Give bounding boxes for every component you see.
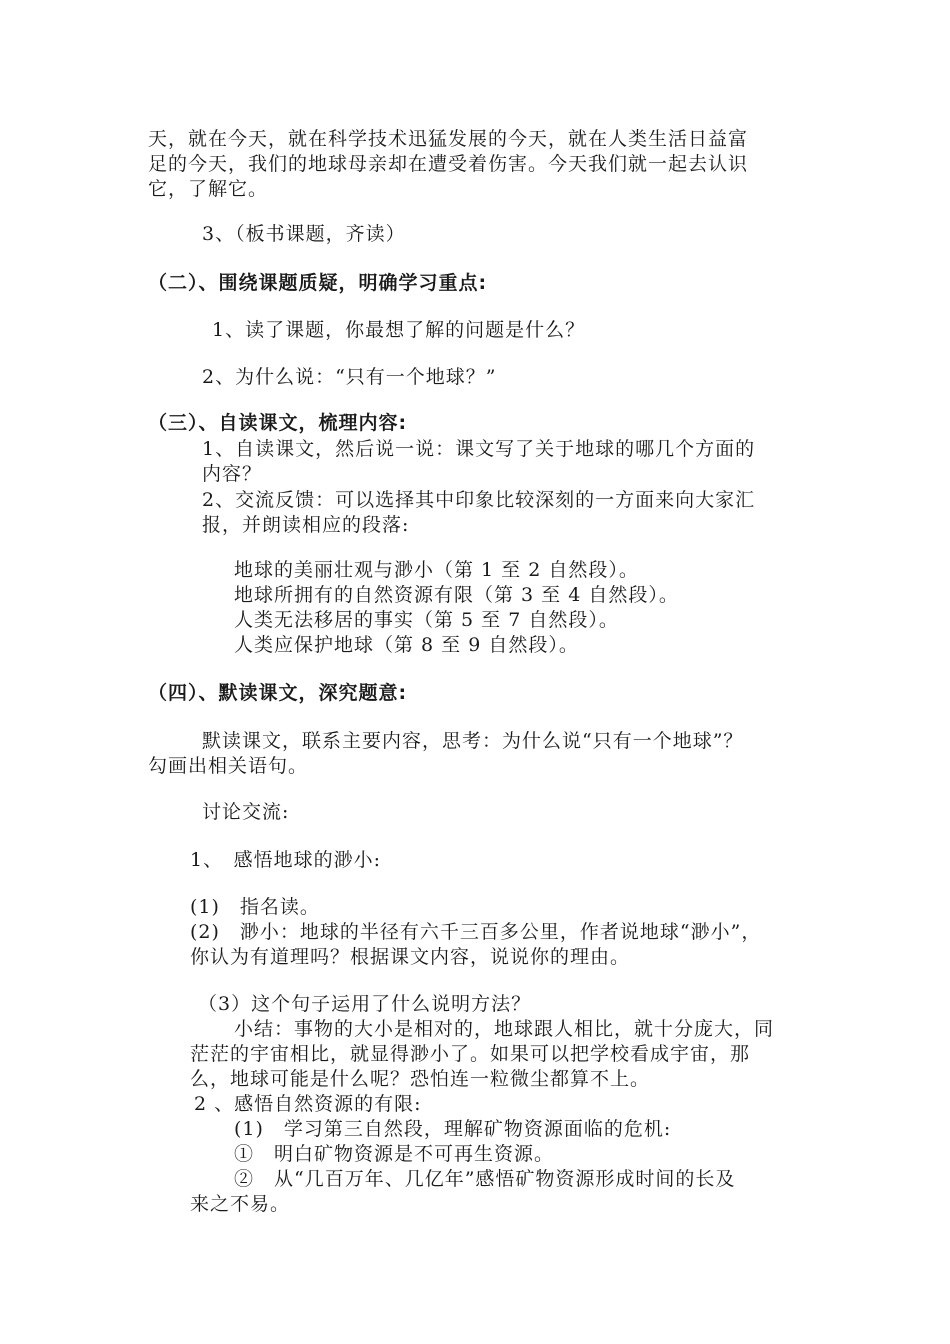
section-4-heading: （四）、默读课文，深究题意: [148,682,408,704]
section-2-question-2: 2、为什么说：“只有一个地球？” [202,366,497,388]
section-2-question-1: 1、读了课题，你最想了解的问题是什么？ [212,319,586,341]
section-3-point-2: 地球所拥有的自然资源有限（第 3 至 4 自然段）。 [234,584,679,606]
sub-item-1: (1) 指名读。 [190,896,320,918]
discussion-item-1: 1、 感悟地球的渺小: [190,849,381,871]
circle-item-1: ① 明白矿物资源是不可再生资源。 [234,1143,555,1165]
section-4-para-line-2: 勾画出相关语句。 [148,755,309,777]
section-3-para-2-line-1: 2、交流反馈：可以选择其中印象比较深刻的一方面来向大家汇 [202,489,756,511]
section-3-para-2-line-2: 报，并朗读相应的段落: [202,514,410,536]
item-2-sub-1: (1) 学习第三自然段，理解矿物资源面临的危机: [234,1118,672,1140]
summary-line-1: 小结：事物的大小是相对的，地球跟人相比，就十分庞大，同 [234,1018,775,1040]
summary-line-2: 茫茫的宇宙相比，就显得渺小了。如果可以把学校看成宇宙，那 [190,1043,751,1065]
section-3-point-4: 人类应保护地球（第 8 至 9 自然段）。 [234,634,579,656]
section-3-point-1: 地球的美丽壮观与渺小（第 1 至 2 自然段）。 [234,559,639,581]
summary-line-3: 么，地球可能是什么呢？恐怕连一粒微尘都算不上。 [190,1068,651,1090]
section-4-para-line-1: 默读课文，联系主要内容，思考：为什么说“只有一个地球”？ [202,730,744,752]
section-3-heading: （三）、自读课文，梳理内容: [148,412,408,434]
circle-item-2-line-1: ② 从“几百万年、几亿年”感悟矿物资源形成时间的长及 [234,1168,736,1190]
intro-line-2: 足的今天，我们的地球母亲却在遭受着伤害。今天我们就一起去认识 [148,153,749,175]
section-3-para-1-line-2: 内容？ [202,463,263,485]
discussion-item-2: 2 、感悟自然资源的有限: [194,1093,422,1115]
sub-item-2-line-1: (2) 渺小：地球的半径有六千三百多公里，作者说地球“渺小”， [190,921,762,943]
section-3-para-1-line-1: 1、自读课文，然后说一说：课文写了关于地球的哪几个方面的 [202,438,756,460]
sub-item-3: （3）这个句子运用了什么说明方法？ [198,993,532,1015]
intro-line-3: 它，了解它。 [148,178,269,200]
section-2-heading: （二）、围绕课题质疑，明确学习重点: [148,272,488,294]
circle-item-2-line-2: 来之不易。 [190,1193,291,1215]
discussion-label: 讨论交流: [202,801,290,823]
intro-item-3: 3、（板书课题，齐读） [202,223,406,245]
section-3-point-3: 人类无法移居的事实（第 5 至 7 自然段）。 [234,609,619,631]
sub-item-2-line-2: 你认为有道理吗？根据课文内容，说说你的理由。 [190,946,631,968]
intro-line-1: 天，就在今天，就在科学技术迅猛发展的今天，就在人类生活日益富 [148,128,749,150]
